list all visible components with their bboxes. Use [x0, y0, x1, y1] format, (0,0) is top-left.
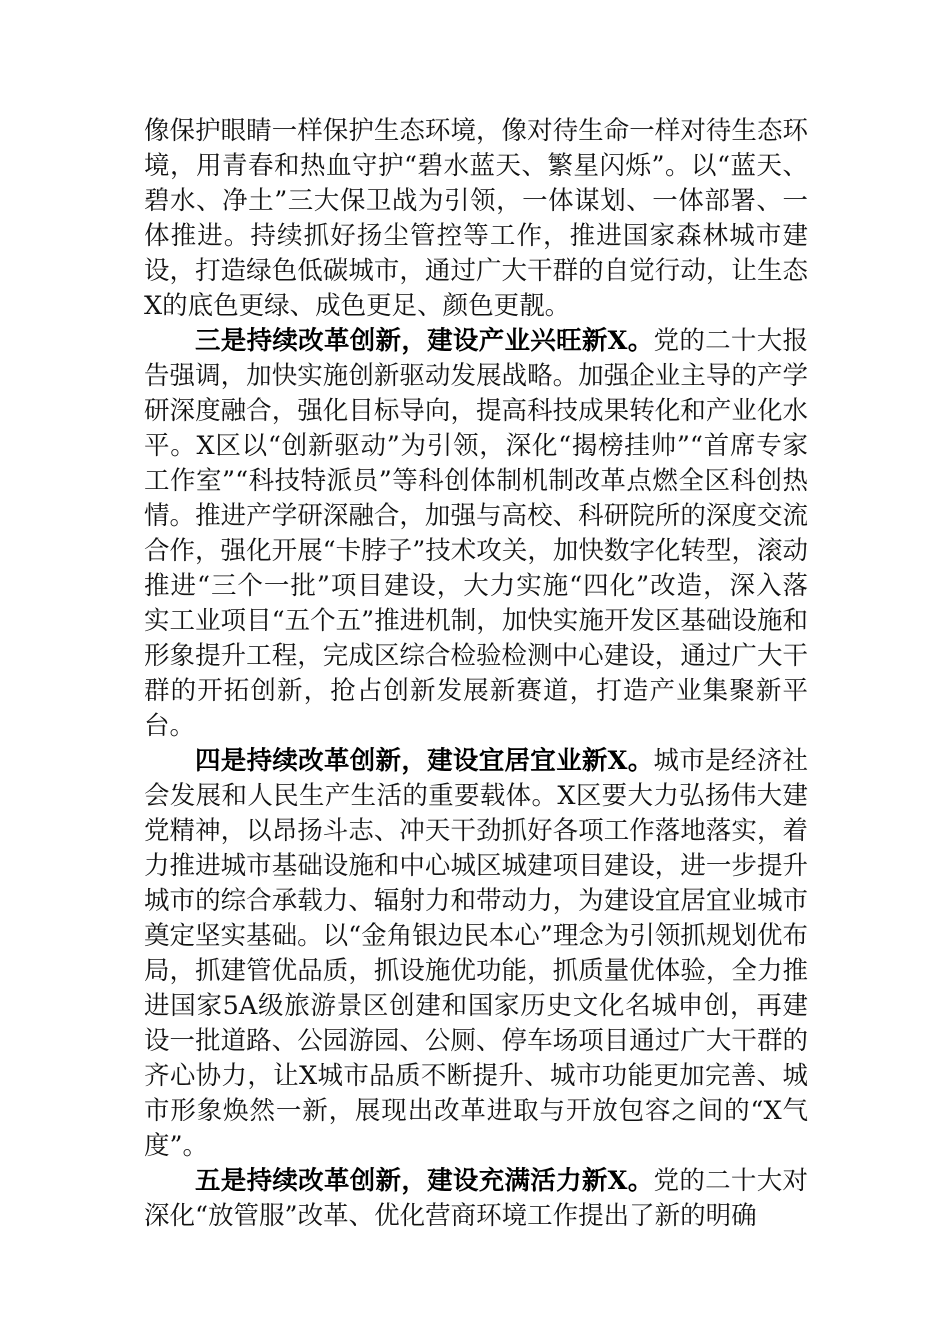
paragraph-text: 像保护眼睛一样保护生态环境，像对待生命一样对待生态环境，用青春和热血守护“碧水蓝天、繁星闪烁”。以“蓝天、碧水、净土”三大保卫战为引领，一体谋划、一体部署、一体推进。持续抓好扬尘管控等工作，推进国家森林城市建设，打造绿色低碳城市，通过广大干群的自觉行动，让生态X的底色更绿、成色更足、颜色更靓。	[144, 116, 808, 321]
document-body	[144, 114, 808, 1234]
paragraph-industry	[144, 324, 808, 744]
paragraph-heading: 四是持续改革创新，建设宜居宜业新X。	[195, 746, 654, 776]
paragraph-heading: 三是持续改革创新，建设产业兴旺新X。	[195, 326, 654, 356]
paragraph-text: 城市是经济社会发展和人民生产生活的重要载体。X区要大力弘扬伟大建党精神，以昂扬斗志、冲天干劲抓好各项工作落地落实，着力推进城市基础设施和中心城区城建项目建设，进一步提升城市的综合承载力、辐射力和带动力，为建设宜居宜业城市奠定坚实基础。以“金角银边民本心”理念为引领抓规划优布局，抓建管优品质，抓设施优功能，抓质量优体验，全力推进国家5A级旅游景区创建和国家历史文化名城申创，再建设一批道路、公园游园、公厕、停车场项目通过广大干群的齐心协力，让X城市品质不断提升、城市功能更加完善、城市形象焕然一新，展现出改革进取与开放包容之间的“X气度”。	[144, 746, 808, 1161]
paragraph-livable-city	[144, 744, 808, 1164]
paragraph-text: 党的二十大报告强调，加快实施创新驱动发展战略。加强企业主导的产学研深度融合，强化目标导向，提高科技成果转化和产业化水平。X区以“创新驱动”为引领，深化“揭榜挂帅”“首席专家工作室”“科技特派员”等科创体制机制改革点燃全区科创热情。推进产学研深融合，加强与高校、科研院所的深度交流合作，强化开展“卡脖子”技术攻关，加快数字化转型，滚动推进“三个一批”项目建设，大力实施“四化”改造，深入落实工业项目“五个五”推进机制，加快实施开发区基础设施和形象提升工程，完成区综合检验检测中心建设，通过广大干群的开拓创新，抢占创新发展新赛道，打造产业集聚新平台。	[144, 326, 808, 741]
paragraph-heading: 五是持续改革创新，建设充满活力新X。	[195, 1166, 654, 1196]
paragraph-ecology	[144, 114, 808, 324]
paragraph-text: 党的二十大对深化“放管服”改革、优化营商环境工作提出了新的明确	[144, 1166, 808, 1231]
paragraph-vitality	[144, 1164, 808, 1234]
